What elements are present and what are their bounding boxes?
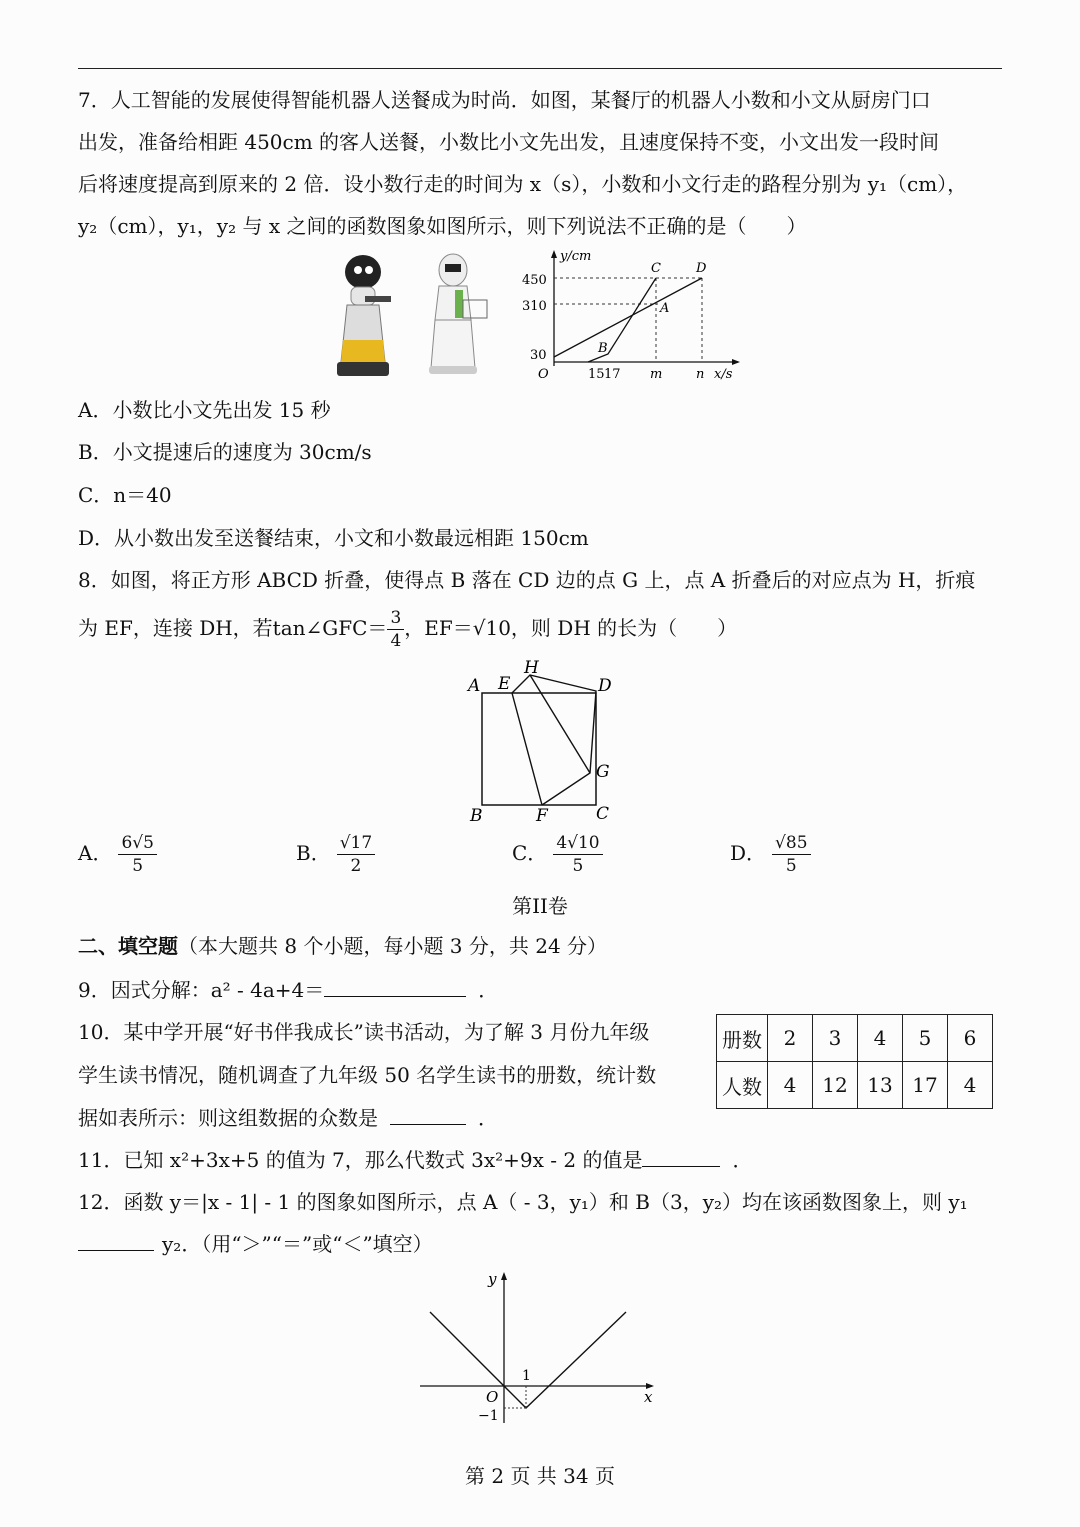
q12-function-graph bbox=[420, 1268, 670, 1428]
q9-blank[interactable] bbox=[324, 978, 466, 997]
q8-label-b: B bbox=[470, 806, 483, 826]
q8-line-2-b: ，EF＝√10，则 DH 的长为（ ） bbox=[404, 616, 738, 640]
q9: 9．因式分解：a² - 4a+4＝ ． bbox=[78, 978, 499, 1002]
q8-line-2-a: 为 EF，连接 DH，若tan∠GFC＝ bbox=[78, 616, 388, 640]
q7-line-3: 后将速度提高到原来的 2 倍．设小数行走的时间为 x（s），小数和小文行走的路程分别为 y₁（cm）， bbox=[78, 172, 968, 196]
q12-origin: O bbox=[486, 1388, 499, 1406]
q10-line-2: 学生读书情况，随机调查了九年级 50 名学生读书的册数，统计数 bbox=[78, 1063, 657, 1087]
q8-square bbox=[482, 693, 596, 805]
q7-x-tick-17: 17 bbox=[604, 367, 621, 382]
volume-title: 第II卷 bbox=[512, 894, 568, 918]
q10-line-3: 据如表所示：则这组数据的众数是 ． bbox=[78, 1106, 498, 1130]
q7-x-tick-n: n bbox=[696, 367, 705, 382]
q8-label-c: C bbox=[596, 804, 610, 824]
q12-line-2: y₂．（用“＞”“＝”或“＜”填空） bbox=[78, 1230, 433, 1258]
q8-crease-ef bbox=[512, 693, 542, 805]
table-row: 册数 2 3 4 5 6 bbox=[717, 1015, 993, 1062]
q8-tan-num: 3 bbox=[387, 607, 404, 630]
q7-x-tick-15: 15 bbox=[588, 367, 605, 382]
q7-point-c: C bbox=[651, 261, 661, 276]
q7-line-1: 7．人工智能的发展使得智能机器人送餐成为时尚．如图，某餐厅的机器人小数和小文从厨房门口 bbox=[78, 88, 931, 112]
q7-y-tick-310: 310 bbox=[522, 299, 547, 314]
q7-y-tick-30: 30 bbox=[530, 348, 547, 363]
q12-y-label: y bbox=[488, 1270, 497, 1288]
section-title: 二、填空题 bbox=[78, 934, 178, 958]
q8-segment-hg bbox=[530, 675, 590, 773]
q8-option-a: A． $\frac{6√5}{5}$ bbox=[78, 832, 157, 877]
page-footer: 第 2 页 共 34 页 bbox=[465, 1464, 615, 1488]
q7-line-2: 出发，准备给相距 450cm 的客人送餐，小数比小文先出发，且速度保持不变，小文出发一段时间 bbox=[78, 130, 940, 154]
q8-label-d: D bbox=[598, 676, 612, 696]
table-row: 人数 4 12 13 17 4 bbox=[717, 1062, 993, 1109]
q8-label-f: F bbox=[536, 806, 548, 826]
q8-tan-den: 4 bbox=[390, 631, 402, 651]
q8-label-h: H bbox=[524, 658, 539, 678]
q7-y-tick-450: 450 bbox=[522, 273, 547, 288]
q12-v-shape bbox=[430, 1312, 626, 1408]
q8-label-a: A bbox=[468, 676, 481, 696]
table-header-books: 册数 bbox=[717, 1015, 768, 1062]
q7-x-tick-m: m bbox=[650, 367, 663, 382]
header-rule bbox=[78, 68, 1002, 69]
q8-square-figure bbox=[460, 655, 630, 830]
q12-x-label: x bbox=[644, 1388, 653, 1406]
q7-point-b: B bbox=[598, 341, 608, 356]
q7-origin: O bbox=[538, 367, 549, 382]
q11: 11．已知 x²+3x+5 的值为 7，那么代数式 3x²+9x - 2 的值是 ． bbox=[78, 1148, 753, 1172]
q12-line-1: 12．函数 y＝|x - 1| - 1 的图象如图所示，点 A（ - 3，y₁）和 B（3，y₂）均在该函数图象上，则 y₁ bbox=[78, 1190, 968, 1214]
q8-option-d: D． $\frac{√85}{5}$ bbox=[730, 832, 811, 877]
q8-label-g: G bbox=[596, 762, 610, 782]
robots-illustration bbox=[325, 250, 505, 385]
q12-blank[interactable] bbox=[78, 1232, 154, 1251]
q7-point-a: A bbox=[660, 301, 670, 316]
q7-line-4: y₂（cm），y₁，y₂ 与 x 之间的函数图象如图所示，则下列说法不正确的是（ ） bbox=[78, 214, 807, 238]
q7-option-b: B．小文提速后的速度为 30cm/s bbox=[78, 440, 372, 464]
q8-label-e: E bbox=[498, 674, 511, 694]
section-heading bbox=[78, 932, 607, 960]
q7-line-y1 bbox=[554, 278, 702, 357]
section-note: （本大题共 8 个小题，每小题 3 分，共 24 分） bbox=[178, 934, 608, 958]
q12-tick-y-neg1: −1 bbox=[478, 1408, 499, 1424]
q7-point-d: D bbox=[696, 261, 707, 276]
q7-option-c: C．n＝40 bbox=[78, 483, 172, 507]
q8-line-2 bbox=[78, 606, 737, 652]
q7-y-axis-label: y/cm bbox=[560, 249, 592, 264]
q11-blank[interactable] bbox=[642, 1148, 720, 1167]
q8-option-b: B． $\frac{√17}{2}$ bbox=[296, 832, 375, 877]
q7-x-axis-label: x/s bbox=[714, 367, 733, 382]
robot-right bbox=[429, 254, 487, 374]
q7-option-d: D．从小数出发至送餐结束，小文和小数最远相距 150cm bbox=[78, 526, 589, 550]
q7-option-a: A．小数比小文先出发 15 秒 bbox=[78, 398, 331, 422]
q8-line-1: 8．如图，将正方形 ABCD 折叠，使得点 B 落在 CD 边的点 G 上，点 A 折叠后的对应点为 H，折痕 bbox=[78, 568, 976, 592]
q8-tan-fraction bbox=[387, 607, 404, 652]
q10-data-table bbox=[716, 1014, 993, 1109]
robot-left bbox=[337, 255, 391, 376]
q10-line-1: 10．某中学开展“好书伴我成长”读书活动，为了解 3 月份九年级 bbox=[78, 1020, 650, 1044]
q10-blank[interactable] bbox=[390, 1106, 466, 1125]
table-header-people: 人数 bbox=[717, 1062, 768, 1109]
q8-option-c: C． $\frac{4√10}{5}$ bbox=[512, 832, 603, 877]
q12-tick-x-1: 1 bbox=[522, 1368, 531, 1384]
q7-function-graph bbox=[518, 248, 748, 383]
